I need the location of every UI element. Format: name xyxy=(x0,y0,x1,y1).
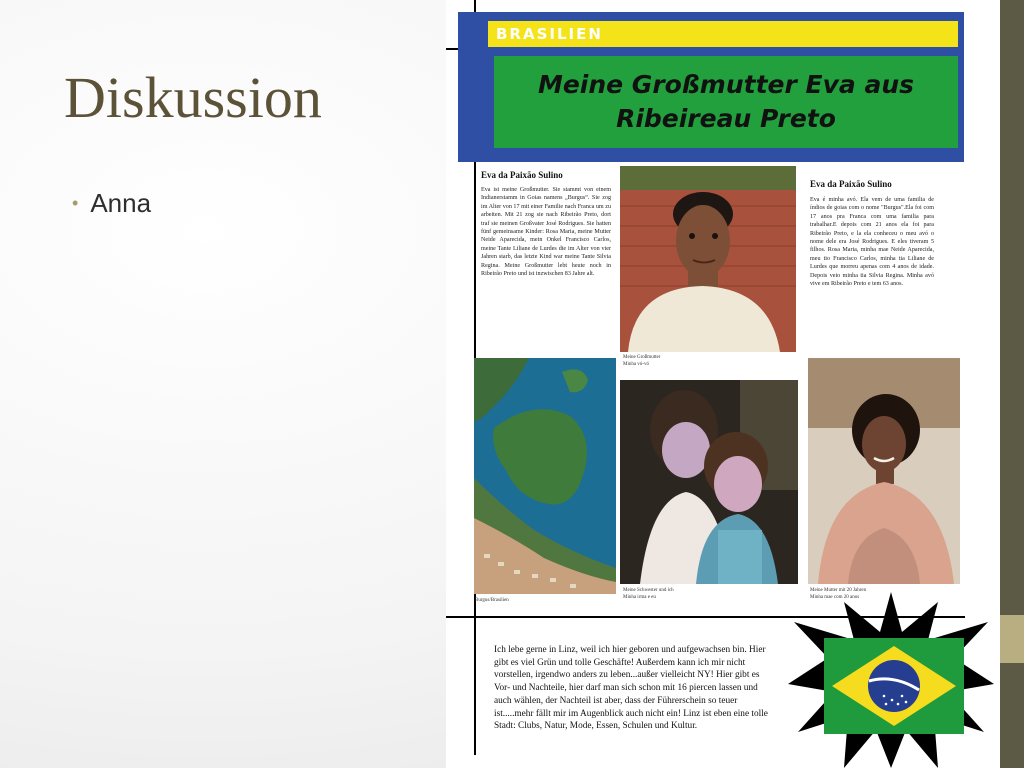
portuguese-heading: Eva da Paixão Sulino xyxy=(810,179,892,189)
grandmother-caption: Meine Großmutter Minha vó-vó xyxy=(623,355,661,367)
brazil-flag-starburst xyxy=(788,592,994,768)
bullet-text: Anna xyxy=(90,188,152,218)
section-label-bar xyxy=(488,21,958,47)
linz-article: Ich lebe gerne in Linz, weil ich hier geboren und aufgewachsen bin. Hier gibt es viel Grün und tolle Geschäfte! Außerdem kann ich mir nicht vorstellen, irgendwo anders zu leben...außer vielleicht NY! Hier gibt es Vor- und Nachteile, hier darf man sich schon mit 16 piercen lassen und auch wählen, der Nachteil ist aber, dass der Führerschein so teuer ist.....mehr fällt mir im Augenblick auch nicht ein! Linz ist eben eine tolle Stadt: Clubs, Natur, Mode, Essen, Schulen und Kultur. xyxy=(494,645,768,732)
headline: Meine Großmutter Eva aus Ribeireau Preto xyxy=(537,70,915,133)
german-article: Eva ist meine Großmutter. Sie stammt von einem Indianerstamm in Goias namens „Burgus“. Sie zog im Alter von 17 mit einer Familie nach Franca um zu arbeiten. Mit 21 zog sie nach Ribeirão Preto, dort traf sie meinen Großvater José Rodrigues. Sie hatten fünf gemeinsame Kinder: Rosa Maria, meine Mutter Neide Aparecida, mein Onkel Francisco Carlos, meine Tante Liliane de Lurdes die im Alter von vier Jahren starb, das letzte Kind war meine Tante Silvia Regina. Meine Großmutter lebt heute noch in Ribeirão Preto und ist inzwischen 83 Jahre alt. xyxy=(481,187,611,278)
section-label: BRASILIEN xyxy=(496,25,603,43)
decorative-side-bar xyxy=(1000,0,1024,768)
bullet-dot-icon: • xyxy=(72,193,79,213)
bullet-item xyxy=(72,188,151,219)
horizontal-rule-top xyxy=(446,48,458,50)
siblings-caption: Meine Schwester und ich Minha irma e eu xyxy=(623,588,674,600)
siblings-photo xyxy=(620,380,798,584)
german-heading: Eva da Paixão Sulino xyxy=(481,170,563,180)
mother-photo xyxy=(808,358,960,584)
island-caption: Burgus/Brasilien xyxy=(475,598,509,603)
portuguese-article: Eva é minha avó. Ela vem de uma familia de índios de goias com o nome "Burgus".Ela foi com 17 anos pra Franca com uma familia para trabalhar.E depois com 21 anos ela foi para Ribeirão Preto, e la ela conheceu o meu avó o nome dele era José Rodrigues. E eles tiveram 5 filhos. Rosa Maria, minha mae Neide Aparecida, meu tio Francisco Carlos, minha tia Liliane de Lurdes que morreu apenas com 4 anos de idade. Depois veio minha tia Silvia Regina. Minha avó vive em Ribeirão Preto e tem 63 anos. xyxy=(810,197,934,288)
island-photo xyxy=(474,358,616,594)
grandmother-photo xyxy=(620,166,796,352)
slide-title: Diskussion xyxy=(64,65,322,130)
mother-caption: Meine Mutter mit 20 Jahren Minha mae com 20 anos xyxy=(810,588,867,600)
headline-box xyxy=(494,56,958,148)
side-bar-accent xyxy=(1000,615,1024,663)
